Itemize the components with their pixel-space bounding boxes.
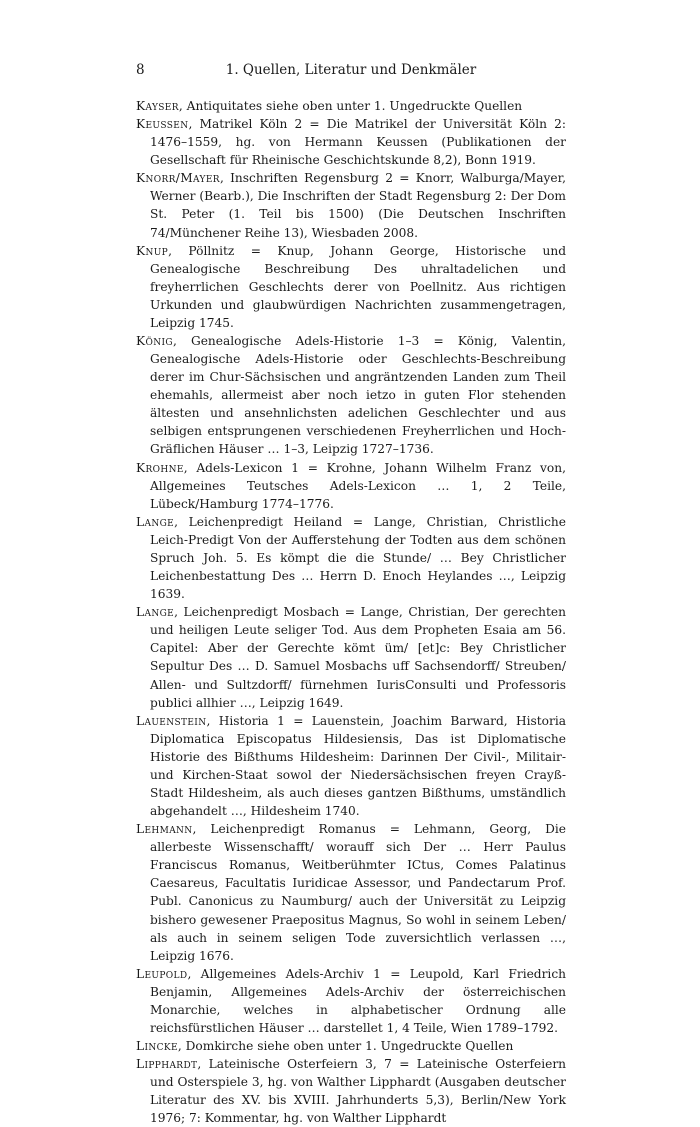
bibliography-list	[136, 97, 566, 1127]
bibliography-entry	[136, 115, 566, 169]
entry-text: , Adels-Lexicon 1 = Krohne, Johann Wilhelm Franz von, Allgemeines Teutsches Adels-Lexicon … 1, 2 Teile, Lübeck/Hamburg 1774–1776.	[150, 460, 566, 511]
entry-author: Knorr/Mayer	[136, 171, 220, 186]
entry-author: Knup	[136, 243, 169, 258]
entry-text: , Leichenpredigt Romanus = Lehmann, Georg, Die allerbeste Wissenschafft/ worauff sich Der … Herr Paulus Franciscus Romanus, Weitberühmter ICtus, Comes Palatinus Caesareus, Facultatis Iuridicae Assessor, und Pandectarum Prof. Publ. Canonicus zu Naumburg/ auch der Universität zu Leipzig bishero gewesener Praepositus Magnus, So wohl in seinem Leben/ als auch in seinem seligen Tode zuversichtlich verlassen …, Leipzig 1676.	[150, 822, 566, 963]
entry-text: , Genealogische Adels-Historie 1–3 = König, Valentin, Genealogische Adels-Historie oder Geschlechts-Beschreibung derer im Chur-Sächsischen und angräntzenden Landen zum Theil ehemahls, allermeist aber noch ietzo in guten Flor stehenden ältesten und ansehnlichsten adelichen Geschlechter und aus selbigen entsprungenen verschiedenen Freyherrlichen und Hoch-Gräflichen Häuser … 1–3, Leipzig 1727–1736.	[150, 334, 566, 457]
bibliography-entry	[136, 169, 566, 241]
bibliography-entry	[136, 603, 566, 711]
running-title: 1. Quellen, Literatur und Denkmäler	[225, 62, 477, 78]
bibliography-entry	[136, 1055, 566, 1127]
entry-text: , Pöllnitz = Knup, Johann George, Historische und Genealogische Beschreibung Des uhraltadelichen und freyherrlichen Geschlechts derer von Poellnitz. Aus richtigen Urkunden und glaubwürdigen Nachrichten zusammengetragen, Leipzig 1745.	[150, 243, 566, 330]
entry-author: König	[136, 334, 173, 349]
entry-author: Kayser	[136, 99, 179, 113]
entry-author: Lange	[136, 514, 175, 529]
bibliography-entry	[136, 332, 566, 459]
bibliography-entry	[136, 242, 566, 332]
bibliography-entry	[136, 459, 566, 513]
entry-author: Lange	[136, 605, 175, 620]
entry-text: , Historia 1 = Lauenstein, Joachim Barward, Historia Diplomatica Episcopatus Hildesiensis, Das ist Diplomatische Historie des Bißthums Hildesheim: Darinnen Der Civil-, Militair- und Kirchen-Staat sowol der Niedersächsischen freyen Crayß-Stadt Hildesheim, als auch dieses gantzen Bißthums, umständlich abgehandelt …, Hildesheim 1740.	[150, 713, 566, 819]
page-header	[136, 62, 566, 82]
entry-author: Lipphardt	[136, 1057, 198, 1072]
bibliography-entry	[136, 712, 566, 820]
entry-text: , Lateinische Osterfeiern 3, 7 = Lateinische Osterfeiern und Osterspiele 3, hg. von Walther Lipphardt (Ausgaben deutscher Literatur des XV. bis XVIII. Jahrhunderts 5,3), Berlin/New York 1976; 7: Kommentar, hg. von Walther Lipphardt	[150, 1057, 566, 1126]
entry-author: Leupold	[136, 966, 188, 981]
bibliography-entry	[136, 965, 566, 1037]
page-number: 8	[136, 62, 145, 78]
entry-text: , Leichenpredigt Heiland = Lange, Christian, Christliche Leich-Predigt Von der Aufferstehung der Todten aus dem schönen Spruch Joh. 5. Es kömpt die die Stunde/ … Bey Christlicher Leichenbestattung Des … Herrn D. Enoch Heylandes …, Leipzig 1639.	[150, 514, 566, 602]
entry-author: Krohne	[136, 460, 184, 475]
entry-text: , Inschriften Regensburg 2 = Knorr, Walburga/Mayer, Werner (Bearb.), Die Inschriften der Stadt Regensburg 2: Der Dom St. Peter (1. Teil bis 1500) (Die Deutschen Inschriften 74/Münchener Reihe 13), Wiesbaden 2008.	[150, 171, 566, 240]
entry-author: Keussen	[136, 117, 189, 132]
bibliography-entry	[136, 97, 566, 115]
bibliography-entry	[136, 1037, 566, 1055]
entry-author: Lincke	[136, 1039, 178, 1054]
entry-text: , Matrikel Köln 2 = Die Matrikel der Universität Köln 2: 1476–1559, hg. von Hermann Keussen (Publikationen der Gesellschaft für Rheinische Geschichtskunde 8,2), Bonn 1919.	[150, 117, 566, 168]
entry-text: , Leichenpredigt Mosbach = Lange, Christian, Der gerechten und heiligen Leute seliger Tod. Aus dem Propheten Esaia am 56. Capitel: Aber der Gerechte kömt üm/ [et]c: Bey Christlicher Sepultur Des … D. Samuel Mosbachs uff Sachsendorff/ Streuben/ Allen- und Sultzdorff/ fürnehmen IurisConsulti und Professoris publici allhier …, Leipzig 1649.	[150, 605, 566, 710]
entry-text: , Domkirche siehe oben unter 1. Ungedruckte Quellen	[177, 1039, 514, 1054]
entry-text: , Allgemeines Adels-Archiv 1 = Leupold, Karl Friedrich Benjamin, Allgemeines Adels-Archiv der österreichischen Monarchie, welches in alphabetischer Ordnung alle reichsfürstlichen Häuser … darstellet 1, 4 Teile, Wien 1789–1792.	[150, 966, 566, 1035]
entry-text: , Antiquitates siehe oben unter 1. Ungedruckte Quellen	[178, 99, 523, 113]
entry-author: Lehmann	[136, 822, 193, 837]
entry-author: Lauenstein	[136, 713, 207, 728]
bibliography-entry	[136, 820, 566, 965]
bibliography-entry	[136, 513, 566, 603]
